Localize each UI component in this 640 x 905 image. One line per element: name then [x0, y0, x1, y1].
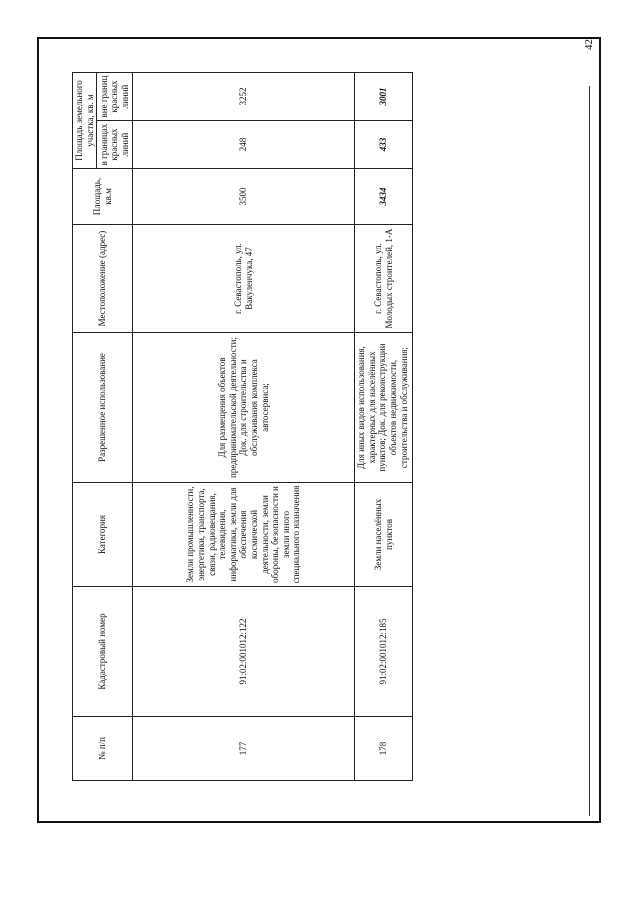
cell-outside: 3001	[355, 73, 413, 121]
header-location: Местоположение (адрес)	[73, 225, 133, 333]
header-outside: вне границ красных линий	[97, 73, 133, 121]
cell-area: 3500	[133, 169, 355, 225]
cell-num: 177	[133, 717, 355, 781]
cell-outside: 3252	[133, 73, 355, 121]
cell-num: 178	[355, 717, 413, 781]
page-number: 42	[583, 39, 595, 50]
header-cadastral: Кадастровый номер	[73, 587, 133, 717]
cell-location: г. Севастополь, ул. Вакуленчука, 47	[133, 225, 355, 333]
header-num: № п/п	[73, 717, 133, 781]
table-row	[355, 73, 413, 781]
cell-inside: 248	[133, 121, 355, 169]
cell-usage: Для размещения объектов предпринимательской деятельности; Док. для строительства и обслуживания комплекса автосервиса;	[133, 333, 355, 483]
header-inside: в границах красных линий	[97, 121, 133, 169]
header-plot-area: Площадь земельного участка, кв. м	[73, 73, 97, 169]
margin-rule	[589, 86, 590, 816]
cell-category: Земли населённых пунктов	[355, 483, 413, 587]
cell-location: г. Севастополь, ул. Молодых строителей, 1-А	[355, 225, 413, 333]
cell-cadastral: 91:02:001012:185	[355, 587, 413, 717]
cell-category: Земли промышленности, энергетики, транспорта, связи, радиовещания, телевидения, информатики, земли для обеспечения космической деятельности, земли обороны, безопасности и земли иного специального назначения	[133, 483, 355, 587]
table-header-row	[73, 73, 97, 781]
header-usage: Разрешенное использование	[73, 333, 133, 483]
cell-cadastral: 91:02:001012:122	[133, 587, 355, 717]
table-row	[133, 73, 355, 781]
cell-usage: Для иных видов использования, характерных для населённых пунктов; Док. для реконструкции объектов недвижимости, строительства и обслуживания;	[355, 333, 413, 483]
header-category: Категория	[73, 483, 133, 587]
cell-area: 3434	[355, 169, 413, 225]
land-plots-table	[72, 72, 413, 781]
header-area: Площадь, кв.м	[73, 169, 133, 225]
cell-inside: 433	[355, 121, 413, 169]
rotated-table-wrapper	[72, 73, 412, 781]
